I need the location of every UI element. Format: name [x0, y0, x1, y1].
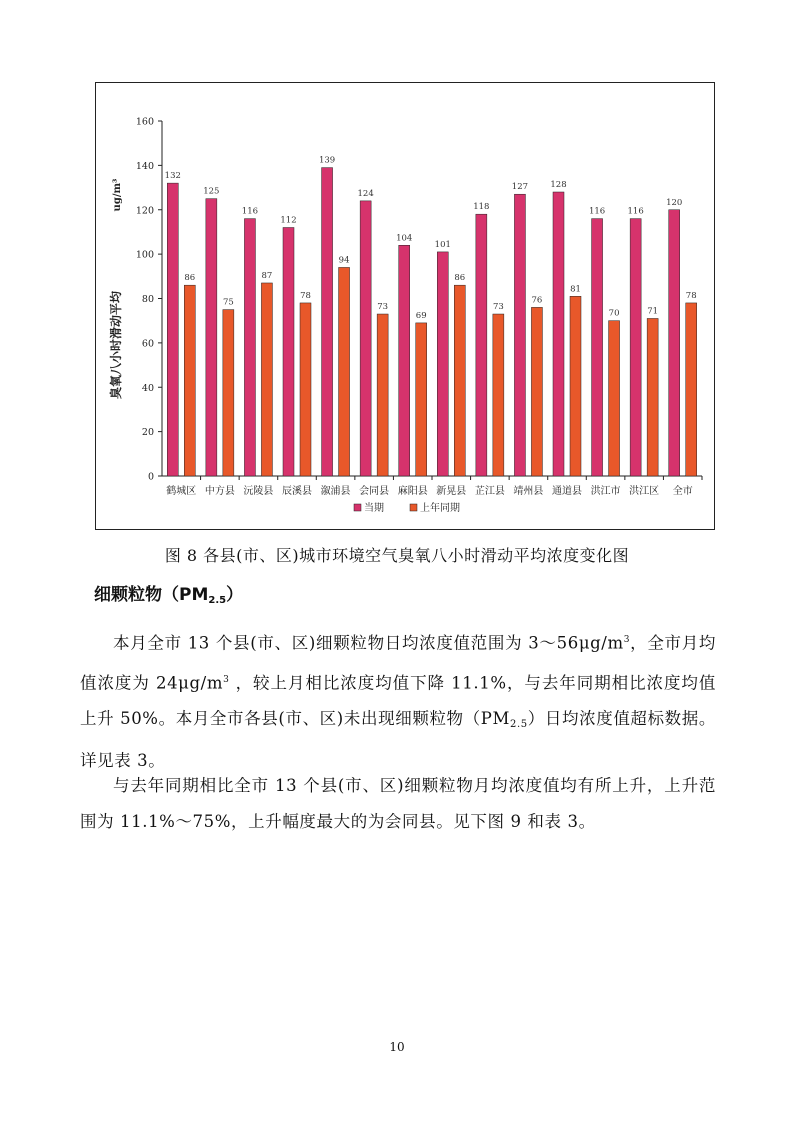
- y-tick-label: 80: [141, 294, 154, 305]
- bar-current: [437, 252, 448, 476]
- x-category-label: 中方县: [204, 486, 235, 497]
- legend-label: 上年同期: [420, 503, 460, 514]
- y-tick-label: 100: [135, 249, 154, 261]
- bar-current: [244, 219, 255, 476]
- bar-last-year: [686, 303, 697, 476]
- data-label: 94: [338, 255, 350, 266]
- data-label: 75: [222, 297, 234, 308]
- bar-last-year: [416, 323, 427, 476]
- data-label: 69: [415, 310, 427, 321]
- figure-caption: 图 8 各县(市、区)城市环境空气臭氧八小时滑动平均浓度变化图: [164, 546, 630, 565]
- data-label: 78: [300, 290, 311, 301]
- section-heading-end: ）: [226, 585, 244, 605]
- legend-swatch: [410, 504, 417, 511]
- section-heading-text: 细颗粒物（PM: [94, 585, 209, 605]
- x-category-label: 靖州县: [513, 486, 544, 497]
- section-heading-subscript: 2.5: [208, 595, 227, 606]
- y-tick-label: 20: [141, 427, 154, 439]
- data-label: 86: [184, 273, 196, 284]
- data-label: 116: [588, 206, 606, 217]
- bar-current: [514, 194, 525, 476]
- data-label: 120: [666, 197, 683, 208]
- x-category-label: 会同县: [359, 486, 390, 497]
- paragraph-2: 与去年同期相比全市 13 个县(市、区)细颗粒物月均浓度值均有所上升，上升范围为 11.1%～75%，上升幅度最大的为会同县。见下图 9 和表 3。: [80, 776, 716, 831]
- y-tick-label: 120: [135, 205, 154, 217]
- plot-area: [136, 117, 702, 498]
- bar-last-year: [454, 285, 465, 476]
- y-tick-label: 0: [147, 471, 154, 483]
- x-category-label: 沅陵县: [243, 486, 274, 497]
- y-tick-label: 40: [141, 382, 154, 394]
- data-label: 78: [685, 290, 697, 301]
- paragraph-1-part-3: ，较上月相比浓度均值下降 11.1%，与去年同期相比浓度均值上升 50%。本月全市各县(市、区)未出现细颗粒物（PM: [80, 673, 716, 728]
- bar-current: [283, 228, 294, 477]
- data-label: 124: [357, 188, 374, 199]
- data-label: 73: [377, 302, 389, 313]
- y-axis-label: 臭氧八小时滑动平均: [109, 290, 123, 400]
- x-category-label: 溆浦县: [320, 486, 351, 497]
- bar-current: [476, 214, 487, 476]
- data-label: 87: [261, 270, 273, 281]
- chart-frame: [95, 82, 715, 530]
- bar-current: [360, 201, 371, 476]
- data-label: 139: [318, 155, 336, 166]
- bar-last-year: [339, 267, 350, 476]
- x-category-label: 通道县: [552, 486, 582, 497]
- bar-last-year: [300, 303, 311, 476]
- data-label: 132: [164, 171, 181, 182]
- bar-current: [399, 245, 410, 476]
- y-tick-label: 160: [135, 116, 154, 128]
- chart-legend: [354, 501, 460, 514]
- bar-current: [669, 210, 680, 476]
- x-category-label: 鹤城区: [166, 486, 197, 497]
- x-category-label: 洪江区: [629, 486, 660, 497]
- y-axis-title: [108, 179, 123, 399]
- bar-last-year: [647, 318, 658, 476]
- bar-last-year: [570, 296, 581, 476]
- bar-last-year: [531, 307, 542, 476]
- data-label: 76: [531, 295, 543, 306]
- bar-current: [592, 219, 603, 476]
- paragraph-1-part-4: ）日均浓度值超标数据。详见表 3。: [80, 709, 717, 770]
- data-label: 112: [280, 215, 297, 226]
- legend-label: 当期: [364, 503, 384, 514]
- data-label: 125: [203, 186, 220, 197]
- y-axis-unit: ug/m³: [112, 178, 123, 212]
- data-label: 81: [570, 284, 581, 295]
- page-number: 10: [389, 1040, 405, 1054]
- paragraph-1-part-1: 本月全市 13 个县(市、区)细颗粒物日均浓度值范围为 3～56μg/m: [113, 633, 624, 653]
- legend-swatch: [354, 504, 361, 511]
- bar-current: [630, 219, 641, 476]
- x-category-label: 辰溪县: [282, 486, 312, 497]
- data-label: 73: [492, 302, 504, 313]
- x-category-label: 洪江市: [590, 486, 621, 497]
- ozone-bar-chart: [96, 83, 714, 529]
- bar-last-year: [184, 285, 195, 476]
- bar-last-year: [261, 283, 272, 476]
- data-label: 104: [396, 233, 413, 244]
- y-tick-label: 60: [141, 338, 154, 350]
- data-label: 70: [608, 308, 620, 319]
- section-heading: [94, 580, 243, 606]
- bar-last-year: [493, 314, 504, 476]
- paragraph-1-sup-2: 3: [223, 674, 230, 685]
- bar-current: [322, 168, 333, 476]
- paragraph-1-subscript: 2.5: [510, 719, 528, 730]
- paragraph-1: [80, 622, 716, 779]
- data-label: 127: [511, 182, 529, 193]
- data-label: 128: [550, 180, 567, 190]
- data-label: 86: [454, 273, 466, 284]
- bar-last-year: [223, 310, 234, 476]
- x-category-label: 全市: [672, 486, 693, 497]
- paragraph-1-part-2: ，全市月均值浓度为 24μg/m: [80, 633, 716, 692]
- data-label: 116: [241, 206, 259, 217]
- x-category-label: 麻阳县: [397, 486, 428, 497]
- bar-last-year: [377, 314, 388, 476]
- x-category-label: 芷江县: [474, 486, 505, 497]
- data-label: 118: [473, 202, 490, 213]
- data-label: 71: [647, 306, 659, 317]
- data-label: 101: [434, 239, 451, 250]
- bar-current: [553, 192, 564, 476]
- x-category-label: 新晃县: [436, 486, 467, 497]
- bar-current: [167, 183, 178, 476]
- bar-last-year: [609, 321, 620, 476]
- bar-current: [206, 199, 217, 476]
- paragraph-1-sup-1: 3: [623, 635, 631, 645]
- data-label: 116: [627, 206, 644, 217]
- y-tick-label: 140: [135, 160, 154, 172]
